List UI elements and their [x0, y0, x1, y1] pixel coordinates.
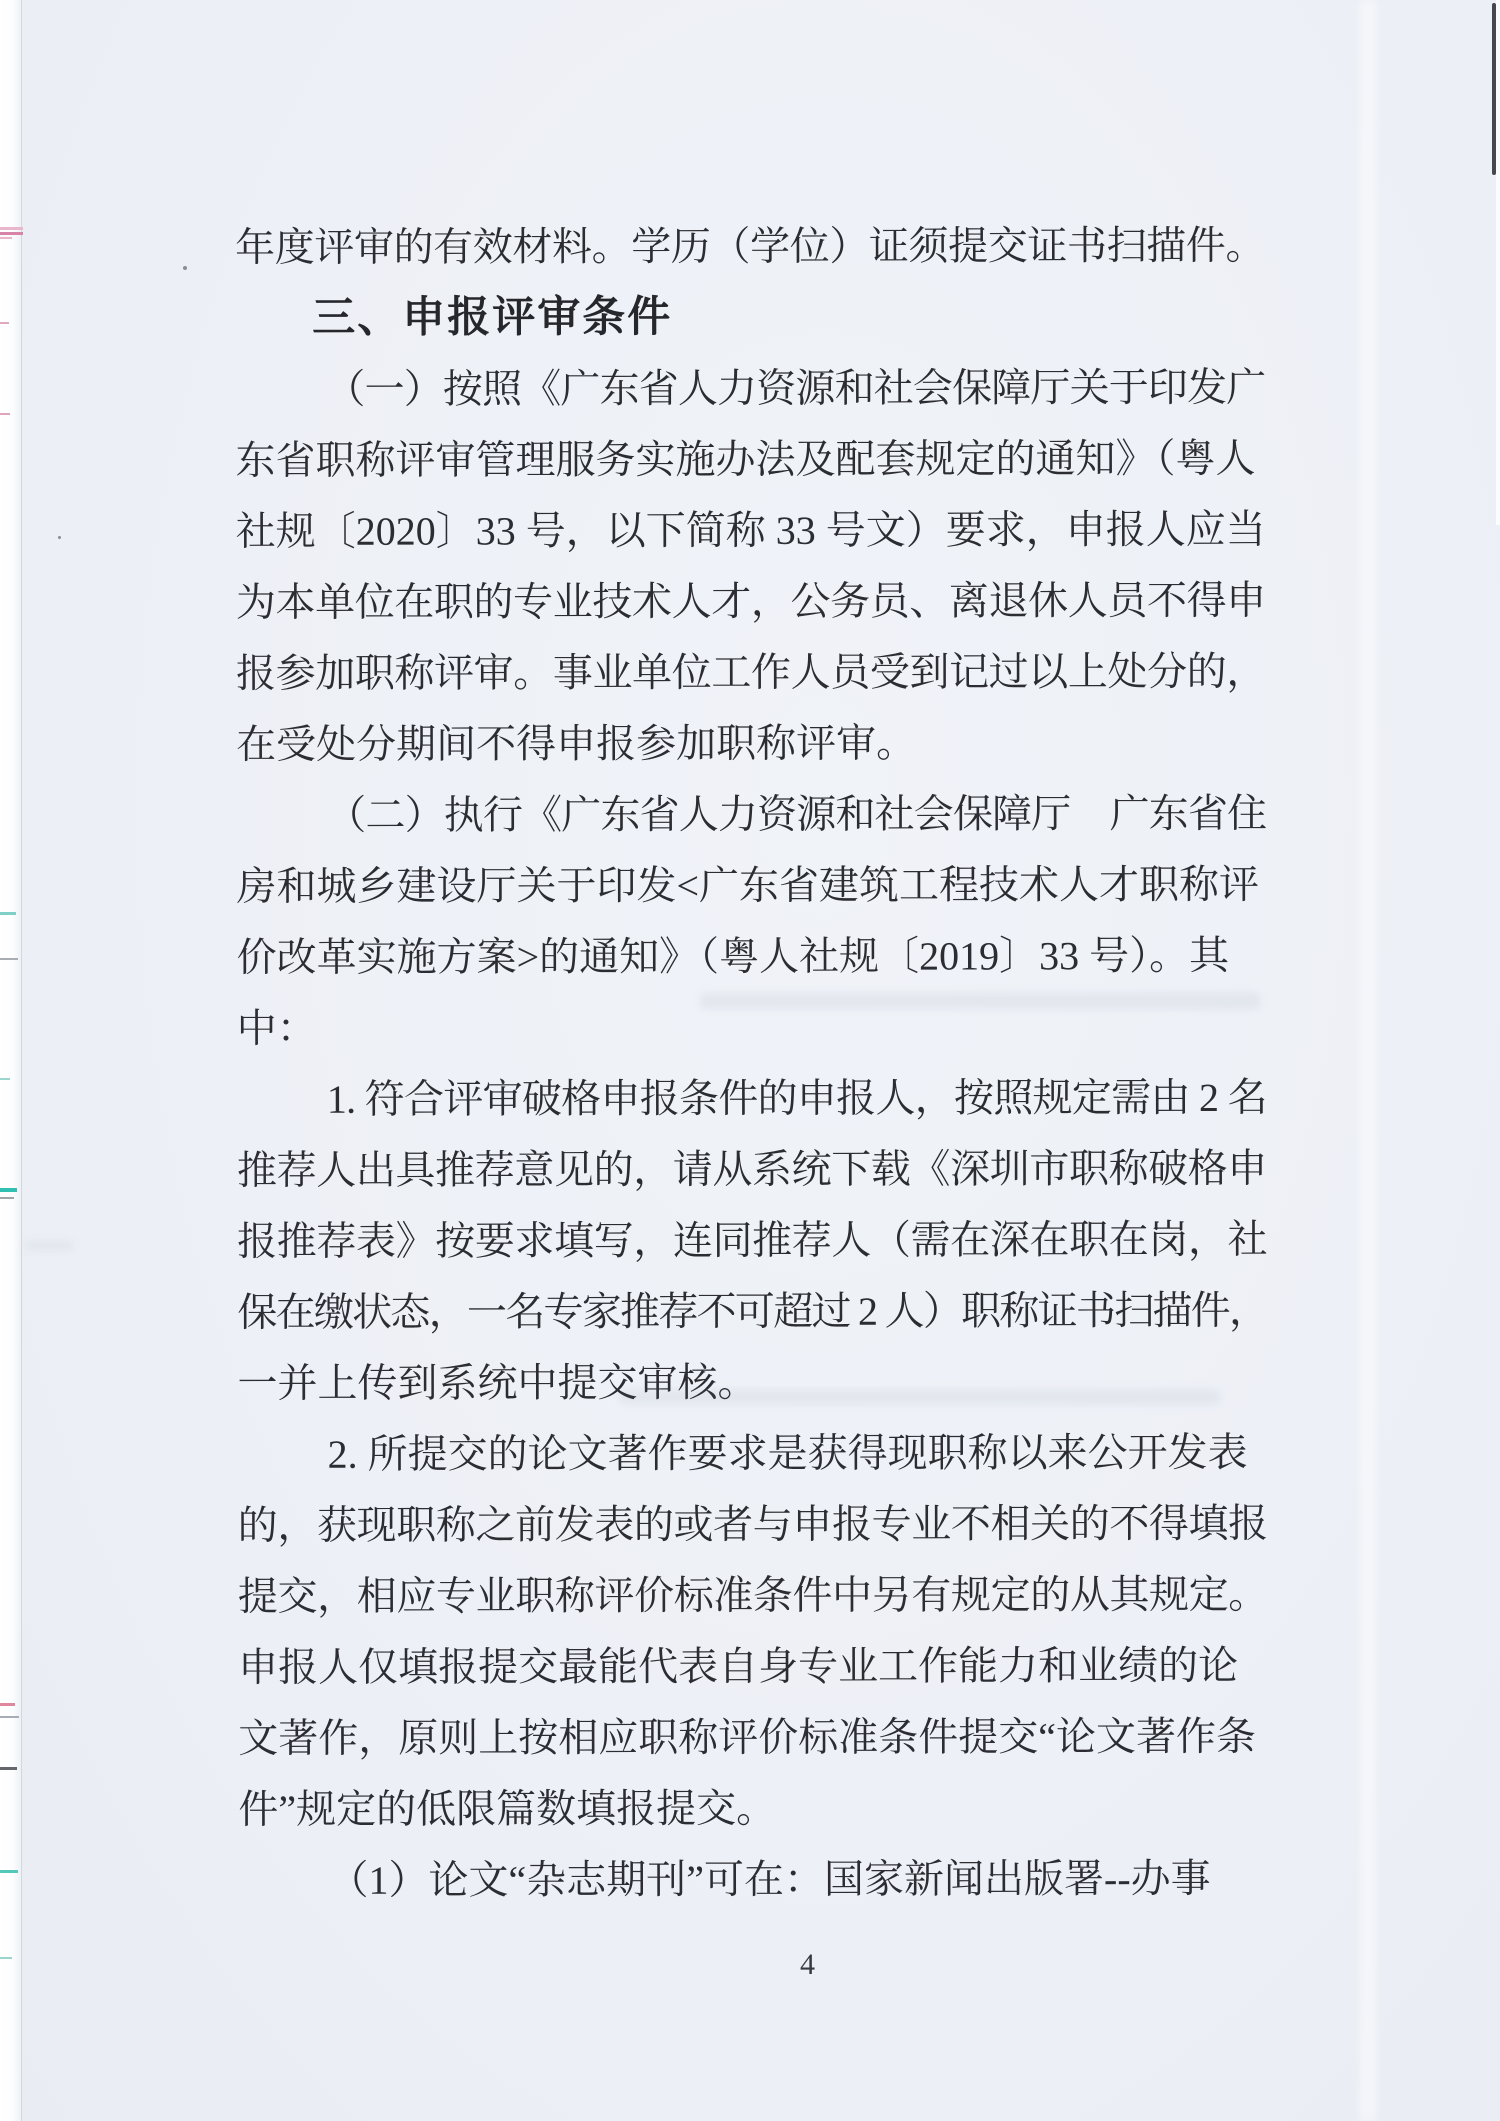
document-body	[235, 210, 1269, 1916]
text-line: 的，获现职称之前发表的或者与申报专业不相关的不得填报	[237, 1500, 1268, 1548]
scan-right-white-strip	[1496, 0, 1500, 525]
text-line: 为本单位在职的专业技术人才，公务员、离退休人员不得申	[235, 577, 1266, 625]
scan-mark	[0, 1197, 14, 1199]
text-line: （1）论文“杂志期刊”可在：国家新闻出版署--办事	[328, 1855, 1211, 1903]
scan-mark	[0, 227, 23, 230]
scan-mark	[0, 413, 10, 415]
scan-mark	[0, 232, 23, 235]
scan-mark	[0, 1078, 10, 1080]
text-line: 社规〔2020〕33 号，以下简称 33 号文）要求，申报人应当	[235, 506, 1266, 554]
scan-mark	[0, 1767, 17, 1770]
text-line: 申报人仅填报提交最能代表自身专业工作能力和业绩的论	[238, 1642, 1239, 1690]
text-line: 提交，相应专业职称评价标准条件中另有规定的从其规定。	[237, 1571, 1268, 1619]
text-line: 房和城乡建设厅关于印发<广东省建筑工程技术人才职称评	[236, 861, 1260, 909]
speck	[183, 266, 187, 270]
text-line: 中：	[236, 1005, 317, 1051]
speck	[58, 536, 61, 539]
text-line: 在受处分期间不得申报参加职称评审。	[236, 720, 917, 767]
section-heading: 三、申报评审条件	[312, 293, 673, 342]
scan-mark	[0, 1703, 15, 1706]
text-line: 报推荐表》按要求填写，连同推荐人（需在深在职在岗，社	[237, 1216, 1268, 1264]
text-line: （一）按照《广东省人力资源和社会保障厅关于印发广	[325, 364, 1266, 412]
bleed-smudge	[700, 993, 1260, 1009]
scan-mark	[0, 1188, 17, 1192]
text-line: 一并上传到系统中提交审核。	[237, 1359, 758, 1406]
scan-left-edge	[0, 0, 22, 2121]
scan-mark	[0, 1716, 19, 1718]
scan-mark	[0, 1957, 12, 1959]
scan-fold-band	[1360, 0, 1376, 2121]
text-line: 推荐人出具推荐意见的，请从系统下载《深圳市职称破格申	[236, 1145, 1268, 1193]
text-line: 价改革实施方案>的通知》（粤人社规〔2019〕33 号）。其	[236, 932, 1230, 980]
scan-mark	[0, 958, 18, 960]
text-line: （二）执行《广东省人力资源和社会保障厅 广东省住	[326, 790, 1267, 838]
scan-mark	[0, 237, 12, 239]
text-line: 报参加职称评审。事业单位工作人员受到记过以上处分的，	[235, 648, 1267, 696]
scan-mark	[0, 322, 9, 324]
scan-right-edge-line	[1492, 3, 1496, 175]
scan-mark	[0, 912, 16, 915]
text-line: 东省职称评审管理服务实施办法及配套规定的通知》（粤人	[235, 435, 1256, 483]
bleed-smudge	[620, 1390, 1220, 1404]
bleed-smudge	[25, 1242, 73, 1249]
text-line: 文著作，原则上按相应职称评价标准条件提交“论文著作条	[238, 1713, 1257, 1761]
page-number: 4	[800, 1948, 815, 1981]
scan-mark	[0, 1870, 18, 1873]
text-line: 保在缴状态，一名专家推荐不可超过 2 人）职称证书扫描件，	[237, 1287, 1268, 1335]
text-line: 1. 符合评审破格申报条件的申报人，按照规定需由 2 名	[326, 1074, 1267, 1122]
text-line: 2. 所提交的论文著作要求是获得现职称以来公开发表	[327, 1429, 1248, 1477]
text-line: 年度评审的有效材料。学历（学位）证须提交证书扫描件。	[235, 222, 1266, 270]
text-line: 件”规定的低限篇数填报提交。	[238, 1785, 777, 1832]
